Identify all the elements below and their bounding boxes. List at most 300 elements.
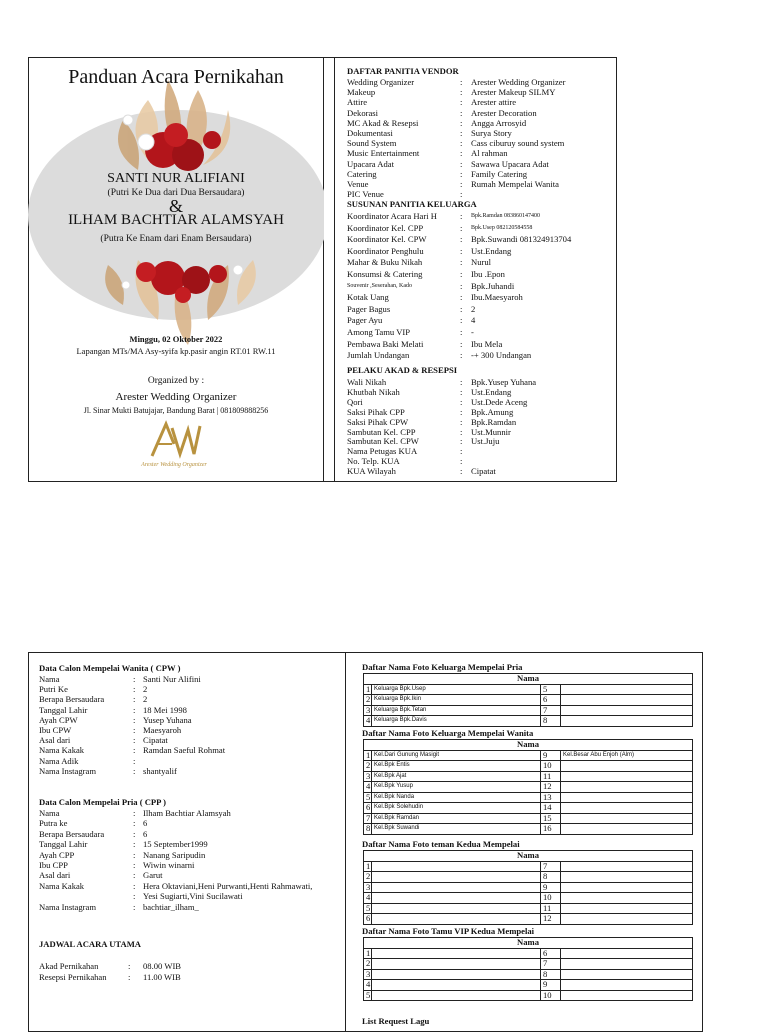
table-cell: 10 (541, 761, 561, 772)
kv-key: Akad Pernikahan (39, 961, 99, 971)
kv-colon: : (133, 755, 136, 766)
table-cell (561, 824, 693, 835)
table-cell: 12 (541, 914, 561, 925)
kv-key: Nama (39, 674, 60, 684)
table-cell: 9 (541, 750, 561, 761)
kv-value: Bpk.Suwandi 081324913704 (471, 234, 572, 245)
kv-key: Music Entertainment (347, 148, 420, 159)
table-cell (561, 948, 693, 959)
table-cell (561, 903, 693, 914)
kv-key: Berapa Bersaudara (39, 694, 105, 705)
kv-value: Cass ciburuy sound system (471, 138, 565, 149)
table-cell: Kel.Bpk Ajat (372, 771, 541, 782)
kv-value: Cipatat (471, 466, 496, 477)
groom-desc: (Putra Ke Enam dari Enam Bersaudara) (100, 234, 252, 244)
table-cell: 1 (364, 861, 372, 872)
kv-key: Nama (39, 808, 60, 818)
table-cell (561, 914, 693, 925)
kv-key: Asal dari (39, 735, 71, 746)
kv-key: Mahar & Buku Nikah (347, 257, 423, 268)
table-cell: Keluarga Bpk.Usep (372, 684, 541, 695)
table-cell: 7 (541, 861, 561, 872)
kv-key: Kotak Uang (347, 292, 389, 303)
organizer-address: Jl. Sinar Mukti Batujajar, Bandung Barat | 081809888256 (83, 406, 269, 415)
table-cell: 1 (364, 948, 372, 959)
kv-colon: : (133, 808, 136, 818)
kv-key: Koordinator Kel. CPW (347, 234, 427, 245)
kv-colon: : (460, 269, 463, 279)
kv-value: Bpk.Yusep Yuhana (471, 377, 537, 387)
page-1-divider-2 (334, 57, 335, 482)
foto-teman-title: Daftar Nama Foto teman Kedua Mempelai (362, 839, 520, 849)
table-cell (561, 980, 693, 991)
kv-value: Ibu .Epon (471, 269, 505, 279)
organized-by-label: Organized by : (147, 376, 205, 386)
table-row (364, 893, 693, 904)
table-cell: 3 (364, 969, 372, 980)
kv-key: Nama Kakak (39, 745, 85, 756)
kv-value: Garut (143, 870, 163, 881)
kv-colon: : (133, 745, 136, 756)
photo-table (363, 937, 693, 1001)
table-row (364, 716, 693, 727)
kv-colon: : (460, 158, 463, 169)
table-cell (372, 959, 541, 970)
table-cell: 8 (541, 969, 561, 980)
kv-colon: : (460, 168, 463, 179)
table-row (364, 872, 693, 883)
table-row (364, 705, 693, 716)
kv-colon: : (460, 406, 463, 417)
kv-value: Angga Arrosyid (471, 117, 527, 128)
table-cell (561, 959, 693, 970)
kv-value: Santi Nur Alifini (143, 674, 201, 684)
bride-desc: (Putri Ke Dua dari Dua Bersaudara) (107, 188, 245, 198)
kv-colon: : (460, 396, 463, 407)
table-header: Nama (364, 674, 693, 685)
kv-key: Wali Nikah (347, 377, 387, 387)
kv-key: Upacara Adat (347, 158, 395, 169)
table-cell: 6 (364, 914, 372, 925)
organizer-name: Arester Wedding Organizer (115, 391, 237, 403)
kv-key: Resepsi Pernikahan (39, 972, 107, 982)
table-cell: 1 (364, 750, 372, 761)
table-cell (372, 861, 541, 872)
table-cell: 7 (541, 959, 561, 970)
photo-table (363, 673, 693, 727)
kv-key: Saksi Pihak CPP (347, 406, 405, 417)
table-cell: Kel.Bpk Suwandi (372, 824, 541, 835)
table-cell: Kel.Bpk Solehudin (372, 803, 541, 814)
kv-key: Tanggal Lahir (39, 839, 88, 850)
kv-key: Qori (347, 396, 363, 407)
kv-key: Koordinator Acara Hari H (347, 211, 437, 221)
table-cell (372, 990, 541, 1001)
kv-value: Maesyaroh (143, 725, 182, 735)
page-2-divider (345, 652, 346, 1032)
table-cell: 4 (364, 716, 372, 727)
table-row (364, 782, 693, 793)
table-cell: 15 (541, 813, 561, 824)
kv-colon: : (460, 350, 463, 361)
kv-colon: : (460, 456, 463, 467)
kv-colon: : (133, 891, 136, 902)
kv-key: Berapa Bersaudara (39, 828, 105, 839)
table-cell: Kel.Besar Abu Enjoh (Alm) (561, 750, 693, 761)
table-cell (561, 705, 693, 716)
kv-key: Ibu CPP (39, 860, 68, 870)
kv-value: Ust.Endang (471, 245, 512, 256)
kv-key: Ayah CPW (39, 714, 78, 725)
kv-value: 15 September1999 (143, 839, 208, 850)
kv-key: Ibu CPW (39, 725, 72, 735)
table-cell (372, 882, 541, 893)
kv-key: Nama Kakak (39, 880, 85, 891)
ampersand: & (168, 196, 183, 216)
table-cell: 8 (364, 824, 372, 835)
kv-colon: : (133, 725, 136, 735)
organizer-logo-icon (146, 420, 202, 460)
table-cell (561, 684, 693, 695)
kv-key: Pembawa Baki Melati (347, 338, 424, 349)
kv-value: 2 (143, 684, 148, 695)
table-cell: Kel.Dari Gunung Masigit (372, 750, 541, 761)
table-cell (561, 969, 693, 980)
kv-colon: : (460, 87, 463, 98)
kv-value: Ust.Endang (471, 386, 512, 397)
vendor-title: DAFTAR PANITIA VENDOR (347, 66, 459, 76)
table-row (364, 813, 693, 824)
table-cell: 7 (541, 705, 561, 716)
table-cell (372, 969, 541, 980)
kv-colon: : (460, 128, 463, 138)
kv-colon: : (460, 327, 463, 337)
table-cell: Kel.Bpk Entis (372, 761, 541, 772)
table-cell: 7 (364, 813, 372, 824)
kv-key: Koordinator Penghulu (347, 245, 424, 256)
table-cell: 8 (541, 872, 561, 883)
kv-colon: : (460, 315, 463, 326)
table-row (364, 969, 693, 980)
table-cell: Keluarga Bpk.Ikin (372, 695, 541, 706)
kv-value: Arester attire (471, 97, 517, 108)
kv-colon: : (460, 280, 463, 291)
kv-value: Arester Wedding Organizer (471, 77, 566, 87)
table-cell: 10 (541, 990, 561, 1001)
table-cell (372, 893, 541, 904)
table-row (364, 990, 693, 1001)
kv-colon: : (460, 189, 463, 200)
table-cell (561, 990, 693, 1001)
table-cell: 11 (541, 903, 561, 914)
table-cell (372, 980, 541, 991)
kv-key: Dekorasi (347, 107, 379, 118)
kv-value: 6 (143, 818, 148, 829)
kv-colon: : (133, 901, 136, 912)
kv-colon: : (460, 77, 463, 87)
cpp-title: Data Calon Mempelai Pria ( CPP ) (39, 797, 166, 807)
table-cell (561, 882, 693, 893)
table-row (364, 803, 693, 814)
kv-key: Saksi Pihak CPW (347, 416, 409, 427)
kv-key: Sambutan Kel. CPW (347, 436, 419, 447)
kv-colon: : (460, 148, 463, 159)
foto-pria-title: Daftar Nama Foto Keluarga Mempelai Pria (362, 662, 523, 672)
kv-value: 11.00 WIB (143, 972, 181, 982)
table-cell (561, 813, 693, 824)
table-row (364, 914, 693, 925)
request-title: List Request Lagu (362, 1016, 430, 1026)
table-row (364, 824, 693, 835)
kv-key: Makeup (347, 87, 376, 98)
table-header: Nama (364, 938, 693, 949)
kv-colon: : (460, 117, 463, 128)
table-cell: 8 (541, 716, 561, 727)
kv-colon: : (460, 97, 463, 108)
akad-title: PELAKU AKAD & RESEPSI (347, 365, 458, 375)
kv-key: Sambutan Kel. CPP (347, 426, 416, 437)
kv-key: Jumlah Undangan (347, 350, 410, 361)
kv-value: 4 (471, 315, 476, 326)
table-row (364, 882, 693, 893)
kv-colon: : (460, 211, 463, 221)
table-row (364, 861, 693, 872)
kv-value: Ust.Dede Aceng (471, 396, 528, 407)
kv-value: Bpk.Usep 082120584558 (471, 224, 533, 231)
kv-colon: : (460, 234, 463, 245)
kv-colon: : (128, 972, 131, 982)
kv-value: Hera Oktaviani,Heni Purwanti,Henti Rahmawati, (143, 880, 313, 891)
table-cell: 2 (364, 872, 372, 883)
kv-value: -+ 300 Undangan (471, 350, 532, 361)
kv-key: Nama Adik (39, 755, 79, 766)
kv-colon: : (460, 179, 463, 189)
kv-value: shantyalif (143, 765, 177, 776)
table-cell (561, 803, 693, 814)
table-cell (372, 948, 541, 959)
table-cell: 16 (541, 824, 561, 835)
table-cell (561, 771, 693, 782)
kv-colon: : (133, 735, 136, 746)
kv-colon: : (133, 870, 136, 881)
table-cell (561, 695, 693, 706)
kv-key: Dokumentasi (347, 128, 393, 138)
kv-value: Bpk.Ramdan (471, 416, 517, 427)
table-cell (561, 716, 693, 727)
kv-key: Catering (347, 168, 377, 179)
table-row (364, 684, 693, 695)
table-cell: 1 (364, 684, 372, 695)
event-date: Minggu, 02 Oktober 2022 (129, 334, 223, 344)
kv-value: 2 (143, 694, 148, 705)
table-cell: 12 (541, 782, 561, 793)
table-cell (372, 872, 541, 883)
table-cell: Keluarga Bpk.Tetan (372, 705, 541, 716)
kv-colon: : (133, 714, 136, 725)
kv-colon: : (128, 961, 131, 971)
kv-value: Arester Makeup SILMY (471, 87, 556, 98)
table-cell: 3 (364, 882, 372, 893)
kv-value: Nurul (471, 257, 492, 268)
kv-colon: : (133, 880, 136, 891)
kv-key: Attire (347, 97, 368, 108)
kv-key: PIC Venue (347, 189, 384, 200)
table-cell (561, 893, 693, 904)
kv-colon: : (460, 138, 463, 149)
kv-key: Sound System (347, 138, 397, 149)
table-cell: 5 (364, 903, 372, 914)
kv-value: Ust.Juju (471, 436, 500, 447)
kv-value: Bpk.Ramdan 083860147400 (471, 213, 540, 219)
kv-value: Yusep Yuhana (143, 714, 192, 725)
table-cell (372, 914, 541, 925)
table-cell: 5 (541, 684, 561, 695)
table-cell: 3 (364, 705, 372, 716)
kv-colon: : (133, 694, 136, 705)
photo-table (363, 739, 693, 835)
table-cell: 2 (364, 959, 372, 970)
kv-key: Tanggal Lahir (39, 704, 88, 715)
kv-colon: : (133, 684, 136, 695)
event-venue: Lapangan MTs/MA Asy-syifa kp.pasir angin RT.01 RW.11 (76, 346, 276, 356)
table-cell: 9 (541, 882, 561, 893)
kv-value: 2 (471, 303, 476, 314)
kv-value: Bpk.Amung (471, 406, 514, 417)
table-cell: Kel.Bpk Nanda (372, 792, 541, 803)
table-cell: 3 (364, 771, 372, 782)
table-cell: 2 (364, 761, 372, 772)
kv-value: Bpk.Juhandi (471, 280, 515, 291)
kv-colon: : (460, 303, 463, 314)
table-cell: Kel.Bpk Yusup (372, 782, 541, 793)
table-row (364, 761, 693, 772)
table-cell: 4 (364, 980, 372, 991)
kv-value: - (471, 327, 474, 337)
table-cell: 6 (541, 695, 561, 706)
kv-colon: : (460, 292, 463, 303)
kv-key: Venue (347, 179, 369, 189)
table-cell: 5 (364, 990, 372, 1001)
kv-colon: : (133, 849, 136, 860)
table-cell (561, 761, 693, 772)
foto-vip-title: Daftar Nama Foto Tamu VIP Kedua Mempelai (362, 926, 535, 936)
kv-value: Nanang Saripudin (143, 849, 206, 860)
table-cell (372, 903, 541, 914)
table-header: Nama (364, 740, 693, 751)
kv-key: Among Tamu VIP (347, 327, 411, 337)
kv-value: Ramdan Saeful Rohmat (143, 745, 226, 756)
kv-value: Ilham Bachtiar Alamsyah (143, 808, 231, 818)
kv-value: 6 (143, 828, 148, 839)
table-cell: 10 (541, 893, 561, 904)
kv-colon: : (460, 257, 463, 268)
kv-key: Wedding Organizer (347, 77, 415, 87)
kv-colon: : (460, 245, 463, 256)
kv-key: Nama Petugas KUA (347, 446, 418, 457)
kv-value: 08.00 WIB (143, 961, 182, 971)
kv-value: Surya Story (471, 128, 512, 138)
table-cell (561, 782, 693, 793)
table-cell: 4 (364, 782, 372, 793)
kv-value: Wiwin winarni (143, 860, 195, 870)
kv-colon: : (133, 860, 136, 870)
cover-title: Panduan Acara Pernikahan (68, 66, 284, 88)
kv-value: 18 Mei 1998 (143, 704, 187, 715)
kv-colon: : (133, 765, 136, 776)
kv-value: Ibu Mela (471, 338, 503, 349)
kv-colon: : (460, 386, 463, 397)
table-row (364, 792, 693, 803)
kv-colon: : (133, 818, 136, 829)
kv-value: Sawawa Upacara Adat (471, 158, 549, 169)
groom-name: ILHAM BACHTIAR ALAMSYAH (68, 212, 284, 228)
kv-colon: : (460, 222, 463, 233)
table-header: Nama (364, 851, 693, 862)
kv-colon: : (133, 839, 136, 850)
table-cell: 2 (364, 695, 372, 706)
table-row (364, 903, 693, 914)
kv-colon: : (460, 377, 463, 387)
table-row (364, 959, 693, 970)
table-row (364, 980, 693, 991)
kv-key: Khutbah Nikah (347, 386, 400, 397)
table-cell: 11 (541, 771, 561, 782)
table-row (364, 750, 693, 761)
kv-key: Koordinator Kel. CPP (347, 222, 424, 233)
kv-key: KUA Wilayah (347, 466, 396, 477)
kv-value: Al rahman (471, 148, 508, 159)
kv-colon: : (133, 828, 136, 839)
table-cell: 4 (364, 893, 372, 904)
kv-colon: : (460, 466, 463, 477)
table-cell: Keluarga Bpk.Davis (372, 716, 541, 727)
kv-key: No. Telp. KUA (347, 456, 400, 467)
kv-value: Arester Decoration (471, 107, 537, 118)
kv-key: MC Akad & Resepsi (347, 117, 419, 128)
table-cell: 6 (541, 948, 561, 959)
kv-key: Putri Ke (39, 684, 68, 695)
table-cell: Kel.Bpk Ramdan (372, 813, 541, 824)
kv-value: bachtiar_ilham_ (143, 901, 199, 912)
kv-key: Putra ke (39, 818, 68, 829)
kv-colon: : (460, 107, 463, 118)
kv-colon: : (460, 436, 463, 447)
kv-key: Pager Ayu (347, 315, 383, 326)
kv-value: Yesi Sugiarti,Vini Sucilawati (143, 891, 243, 902)
keluarga-title: SUSUNAN PANITIA KELUARGA (347, 199, 477, 209)
kv-key: Nama Instagram (39, 901, 97, 912)
kv-colon: : (460, 338, 463, 349)
table-row (364, 771, 693, 782)
jadwal-title: JADWAL ACARA UTAMA (39, 939, 142, 949)
kv-value: Ust.Munnir (471, 426, 511, 437)
kv-value: Ibu.Maesyaroh (471, 292, 523, 303)
kv-key: Pager Bagus (347, 303, 391, 314)
kv-colon: : (133, 704, 136, 715)
table-cell (561, 872, 693, 883)
table-cell (561, 792, 693, 803)
kv-colon: : (460, 426, 463, 437)
table-row (364, 948, 693, 959)
kv-key: Ayah CPP (39, 849, 75, 860)
table-cell (561, 861, 693, 872)
kv-colon: : (460, 416, 463, 427)
table-cell: 13 (541, 792, 561, 803)
photo-table (363, 850, 693, 925)
table-cell: 5 (364, 792, 372, 803)
table-cell: 6 (364, 803, 372, 814)
table-row (364, 695, 693, 706)
